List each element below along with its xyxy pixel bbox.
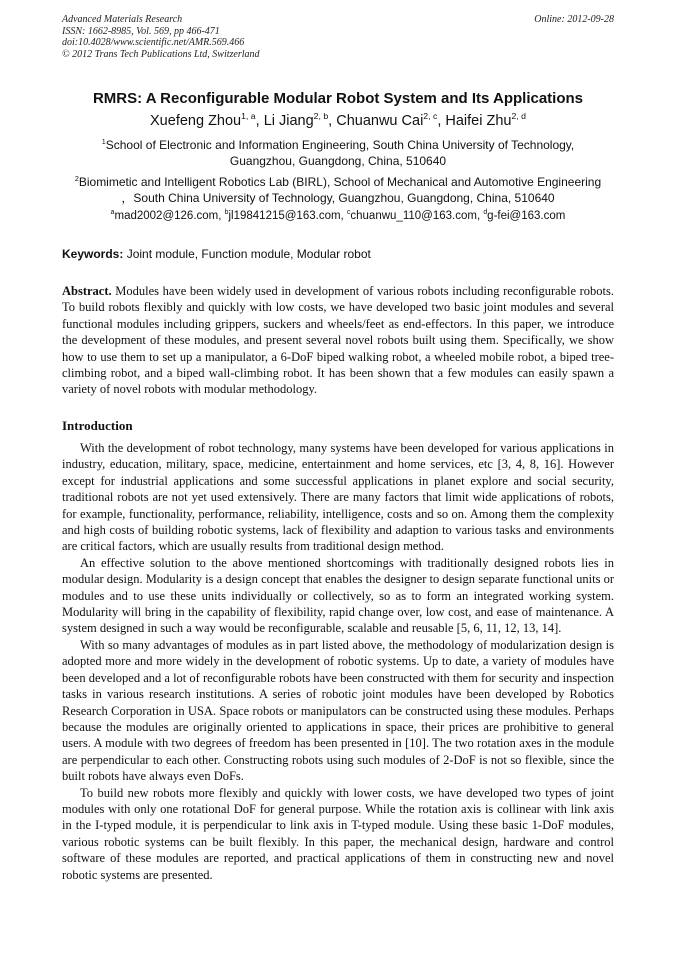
author-emails: $^a$mad2002@126.com, $^b$jl19841215@163.com, $^c$chuanwu_110@163.com, $^d$g-fei@163.com bbox=[110, 209, 566, 222]
author-affiliation-mark: 1, a bbox=[241, 111, 256, 122]
affiliation-line: Biomimetic and Intelligent Robotics Lab (BIRL), School of Mechanical and Automotive Engineering bbox=[78, 175, 602, 189]
paragraph: To build new robots more flexibly and quickly with lower costs, we have developed two types of joint modules with only one rotational DoF for general purpose. While the rotation axis is collinear with link axis in the I-typed module, it is perpendicular to link axis in T-typed module. Using these basic 1-DoF modules, various robotic systems can be built flexibly. In this paper, the mechanical design, hardware and control software of these modules are reported, and practical applications of them in constructing new and novel robotic systems are presented. bbox=[62, 785, 614, 882]
abstract bbox=[62, 283, 614, 398]
paragraph: With so many advantages of modules as in part listed above, the methodology of modularization design is adopted more and more widely in the development of robotic systems. Up to date, a variety of modules have been developed and a lot of reconfigurable robots have been constructed with them for security and inspection tasks in various research institutions. A series of robotic joint modules have been developed by Robotics Research Corporation in USA. Space robots or manipulators can be constructed using these modules. Perhaps because the modules are originally oriented to applications in space, their prices are prohibitive to general users. A module with two degrees of freedom has been presented in [10]. The two rotation axes in the module are perpendicular to each other. Constructing robots using such modules of 2-DoF is not so flexible, since the built robots have always even DoFs. bbox=[62, 637, 614, 784]
affiliation-mark: 2 bbox=[74, 174, 79, 183]
paper-title: RMRS: A Reconfigurable Modular Robot System and Its Applications bbox=[92, 90, 584, 107]
journal-issn: ISSN: 1662-8985, Vol. 569, pp 466-471 bbox=[62, 25, 220, 37]
email-mark: c bbox=[346, 209, 351, 217]
affiliation-1 bbox=[62, 137, 614, 169]
affiliation-line: ，South China University of Technology, Guangzhou, Guangdong, China, 510640 bbox=[121, 191, 555, 205]
affiliation-line: Guangzhou, Guangdong, China, 510640 bbox=[229, 154, 447, 168]
email-mark: a bbox=[110, 209, 115, 217]
introduction-body bbox=[62, 440, 614, 883]
abstract-text: Modules have been widely used in development of various robots including reconfigurable robots. To build robots flexibly and quickly with low costs, we have developed two basic joint modules and several functional modules including grippers, suckers and wheels/feet as end-effectors. In this paper, we introduce the development of these modules, and present several novel robots built using them. Specifically, we show how to use them to set up a manipulator, a 6-DoF biped walking robot, a wheeled mobile robot, a biped tree-climbing robot, and a biped wall-climbing robot. It has been shown that a few modules can easily spawn a variety of novel robots with modular methodology. bbox=[62, 284, 615, 397]
author-affiliation-mark: 2, d bbox=[511, 111, 526, 122]
affiliation-mark: 1 bbox=[101, 137, 106, 146]
author-affiliation-mark: 2, c bbox=[423, 111, 438, 122]
author-name: Xuefeng Zhou bbox=[150, 113, 242, 129]
email-link[interactable]: g-fei@163.com bbox=[487, 210, 566, 222]
author-name: Chuanwu Cai bbox=[336, 113, 424, 129]
affiliation-2 bbox=[62, 174, 614, 206]
email-link[interactable]: mad2002@126.com bbox=[114, 210, 219, 222]
author-affiliation-mark: 2, b bbox=[313, 111, 329, 122]
email-link[interactable]: chuanwu_110@163.com bbox=[350, 210, 477, 222]
journal-header bbox=[62, 14, 614, 60]
keywords-text: Joint module, Function module, Modular robot bbox=[126, 247, 371, 261]
author-list: Xuefeng Zhou$^{1, a}$, Li Jiang$^{2, b}$, Chuanwu Cai$^{2, c}$, Haifei Zhu$^{2, d}$ bbox=[150, 111, 526, 129]
email-link[interactable]: jl19841215@163.com bbox=[228, 210, 341, 222]
journal-name: Advanced Materials Research bbox=[62, 14, 183, 25]
section-heading: Introduction bbox=[62, 418, 133, 433]
author-name: Haifei Zhu bbox=[445, 113, 512, 129]
email-mark: b bbox=[224, 209, 229, 217]
online-date: Online: 2012-09-28 bbox=[534, 14, 614, 25]
journal-copyright: © 2012 Trans Tech Publications Ltd, Switzerland bbox=[62, 48, 260, 60]
keywords bbox=[62, 247, 614, 261]
email-mark: d bbox=[483, 209, 488, 217]
paragraph: An effective solution to the above mentioned shortcomings with traditionally designed robots lies in modular design. Modularity is a design concept that enables the designer to design separate functional units or modules and to use these units individually or collectively, so as to form an integrated working system. Modularity will bring in the capability of flexibility, rapid change over, low cost, and ease of maintenance. A system designed in such a way would be reconfigurable, scalable and reusable [5, 6, 11, 12, 13, 14]. bbox=[62, 555, 614, 636]
author-name: Li Jiang bbox=[263, 113, 314, 129]
keywords-label: Keywords: bbox=[62, 247, 124, 261]
abstract-label: Abstract. bbox=[62, 284, 112, 298]
affiliation-line: School of Electronic and Information Engineering, South China University of Technology, bbox=[105, 138, 575, 152]
paragraph: With the development of robot technology, many systems have been developed for various applications in industry, education, military, space, medicine, entertainment and home services, etc [3, 4, 8, 16]. However except for industrial applications and some successful applications in planet explore and social security, traditional robots are not yet used extensively. There are many factors that limit wide applications of robots, for example, functionality, performance, reliability, intelligence, costs and so on. Among them the complexity and high costs of building robotic systems, lack of flexibility and adaption to various tasks and environments are critical factors, which are usually results from traditional design method. bbox=[62, 441, 614, 554]
journal-doi[interactable]: doi:10.4028/www.scientific.net/AMR.569.466 bbox=[62, 37, 245, 48]
